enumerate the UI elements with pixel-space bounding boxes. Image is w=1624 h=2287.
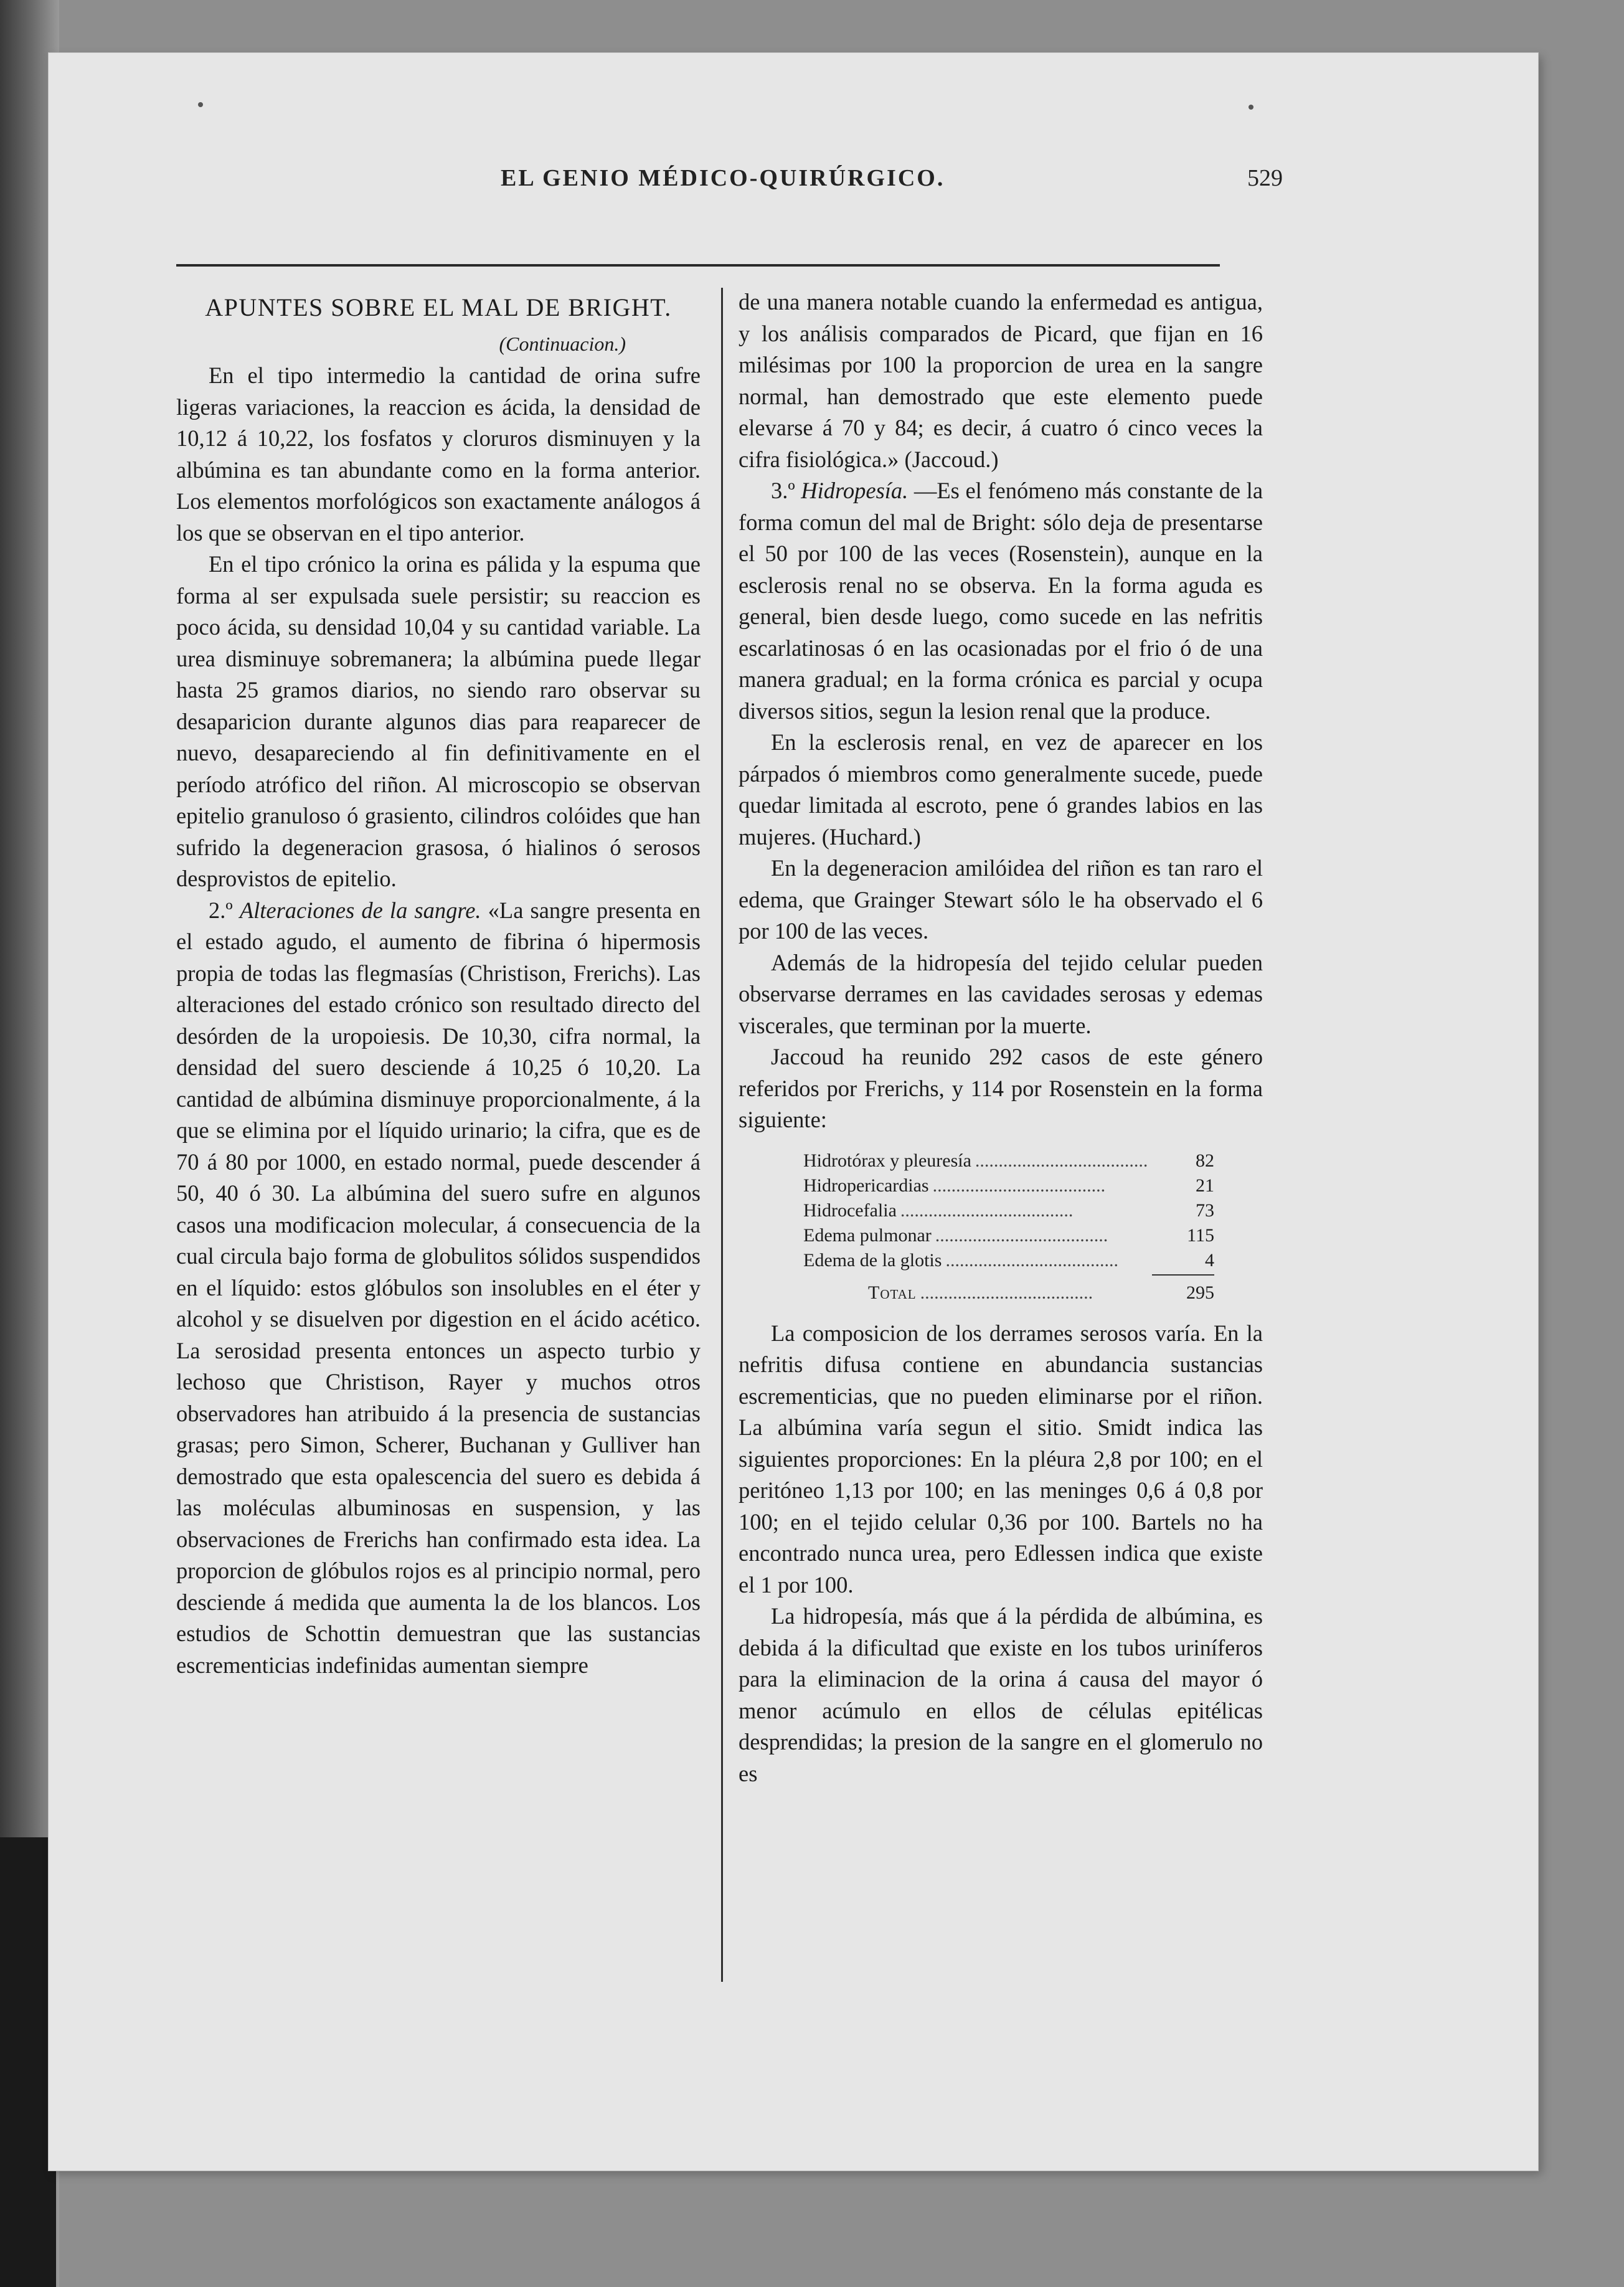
page-number: 529 [1247, 165, 1283, 191]
header-rule [176, 264, 1220, 267]
paragraph: Además de la hidropesía del tejido celular pueden observarse derrames en las cavidades serosas y edemas viscerales, que terminan por la muerte. [739, 949, 1263, 1038]
table-row: Edema pulmonar ..................................... 115 [803, 1224, 1214, 1246]
right-column [739, 286, 1263, 1789]
paragraph: En la degeneracion amilóidea del riñon es tan raro el edema, que Grainger Stewart sólo le ha observado el 6 por 100 de las veces. [739, 855, 1263, 944]
paper-speck [1249, 105, 1253, 110]
paragraph: En la esclerosis renal, en vez de aparecer en los párpados ó miembros como generalmente sucede, puede quedar limitada al escroto, pene ó grandes labios en las mujeres. (Huchard.) [739, 729, 1263, 850]
paragraph: En el tipo crónico la orina es pálida y la espuma que forma al ser expulsada suele persistir; su reaccion es poco ácida, su densidad 10,04 y su cantidad variable. La urea disminuye sobremanera; la albúmina puede llegar hasta 25 gramos diarios, no siendo raro observar su desaparicion durante algunos dias para reaparecer de nuevo, desapareciendo al fin definitivamente en el período atrófico del riñon. Al microscopio se observan epitelio granuloso ó grasiento, cilindros colóides que han sufrido la degeneracion grasosa, ó hialinos ó serosos desprovistos de epitelio. [176, 551, 701, 891]
continuation-note: (Continuacion.) [499, 333, 626, 355]
left-column [176, 286, 701, 1681]
paragraph: de una manera notable cuando la enfermedad es antigua, y los análisis comparados de Picard, que fijan en 16 milésimas por 100 la proporcion de urea en la sangre normal, han demostrado que este elemento puede elevarse á 70 y 84; es decir, á cuatro ó cinco veces la cifra fisiológica.» (Jaccoud.) [739, 289, 1263, 472]
sum-rule [1152, 1274, 1214, 1276]
table-row: Hidropericardias ..................................... 21 [803, 1175, 1214, 1196]
table-total-row: Total ..................................... 295 [868, 1282, 1214, 1303]
paragraph: La hidropesía, más que á la pérdida de albúmina, es debida á la dificultad que existe en los tubos uriníferos para la eliminacion de la orina á causa del mayor ó menor acúmulo en ellos de células epitélicas desprendidas; la presion de la sangre en el glomerulo no es [739, 1603, 1263, 1786]
paragraph: 2.º Alteraciones de la sangre. «La sangre presenta en el estado agudo, el aumento de fibrina ó hipermosis propia de todas las flegmasías (Christison, Frerichs). Las alteraciones del estado crónico son resultado directo del desórden de la uropoiesis. De 10,30, cifra normal, la densidad del suero desciende á 10,25 ó 10,20. La cantidad de albúmina disminuye proporcionalmente, á la que se elimina por el líquido urinario; la cifra, que es de 70 á 80 por 1000, en estado normal, puede descender á 50, 40 ó 30. La albúmina del suero sufre en algunos casos una modificacion molecular, á consecuencia de la cual circula bajo forma de globulitos sólidos suspendidos en el líquido: estos glóbulos son insolubles en el éter y alcohol y se disuelven por digestion en el ácido acético. La serosidad presenta entonces un aspecto turbio y lechoso que Christison, Rayer y muchos otros observadores han atribuido á la presencia de sustancias grasas; pero Simon, Scherer, Buchanan y Gulliver han demostrado que esta opalescencia del suero es debida á las moléculas albuminosas en suspension, y las observaciones de Frerichs han confirmado esta idea. La proporcion de glóbulos rojos es al principio normal, pero desciende á medida que aumenta la de los blancos. Los estudios de Schottin demuestran que las sustancias escrementicias indefinidas aumentan siempre [176, 897, 701, 1678]
article-title: APUNTES SOBRE EL MAL DE BRIGHT. [205, 293, 672, 321]
book-edge [0, 1837, 56, 2287]
paragraph: En el tipo intermedio la cantidad de orina sufre ligeras variaciones, la reaccion es ácida, la densidad de 10,12 á 10,22, los fosfatos y cloruros disminuyen y la albúmina es tan abundante como en la forma anterior. Los elementos morfológicos son exactamente análogos á los que se observan en el tipo anterior. [176, 362, 701, 546]
paper-speck [198, 102, 203, 107]
section-subhead: Alteraciones de la sangre. [239, 897, 481, 923]
table-row: Hidrotórax y pleuresía ..................................... 82 [803, 1150, 1214, 1171]
column-rule [721, 288, 723, 1982]
cases-table [803, 1148, 1214, 1305]
paragraph: 3.º Hidropesía. —Es el fenómeno más constante de la forma comun del mal de Bright: sólo deja de presentarse el 50 por 100 de las veces (Rosenstein), aunque en la esclerosis renal no se observa. En la forma aguda es general, bien desde luego, como sucede en las nefritis escarlatinosas ó en las ocasionadas por el frio ó de una manera gradual; en la forma crónica es parcial y ocupa diversos sitios, segun la lesion renal que la produce. [739, 478, 1263, 724]
paragraph: La composicion de los derrames serosos varía. En la nefritis difusa contiene en abundancia sustancias escrementicias, que no pueden eliminarse por el riñon. La albúmina varía segun el sitio. Smidt indica las siguientes proporciones: En la pléura 2,8 por 100; en el peritóneo 1,13 por 100; en las meninges 0,6 á 0,8 por 100; en el tejido celular 0,36 por 100. Bartels no ha encontrado nunca urea, pero Edlessen indica que existe el 1 por 100. [739, 1320, 1263, 1598]
running-head [448, 161, 1283, 204]
paragraph: Jaccoud ha reunido 292 casos de este género referidos por Frerichs, y 114 por Rosenstein en la forma siguiente: [739, 1044, 1263, 1132]
section-subhead: Hidropesía. [801, 478, 909, 503]
table-row: Hidrocefalia ..................................... 73 [803, 1200, 1214, 1221]
running-title: EL GENIO MÉDICO-QUIRÚRGICO. [501, 165, 945, 191]
table-row: Edema de la glotis ..................................... 4 [803, 1249, 1214, 1271]
